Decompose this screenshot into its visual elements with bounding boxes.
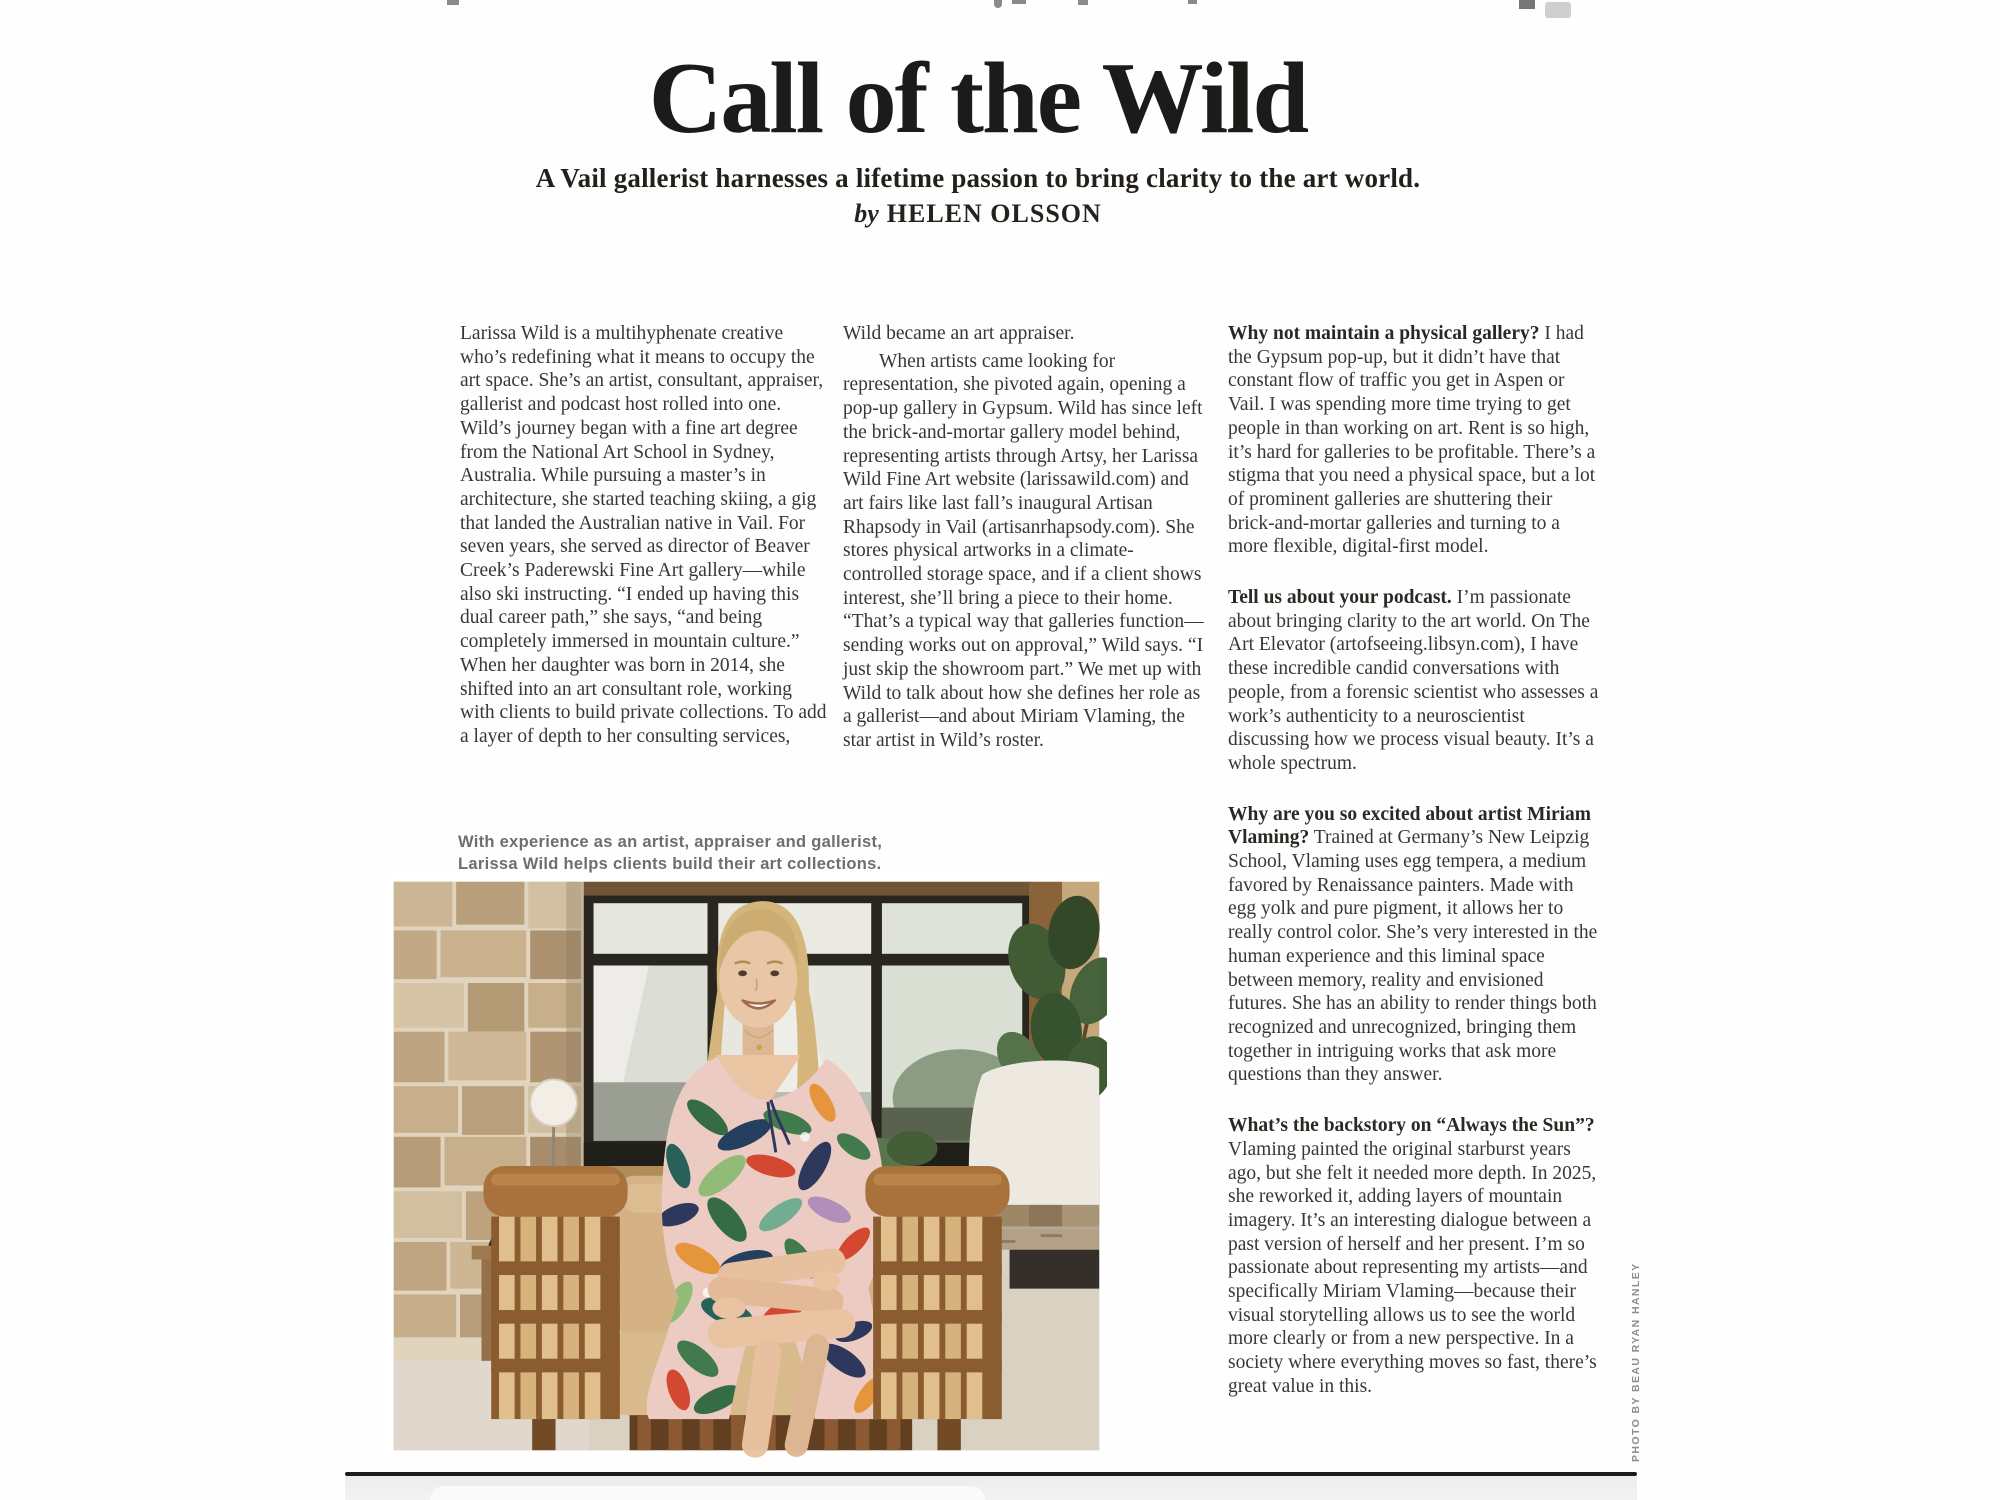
answer-text: Trained at Germany’s New Leipzig School, Vlaming uses egg tempera, a medium favored by Renaissance painters. Made with egg yolk and pure pigment, it allows her to really control color. She’s very interested in the human experience and this liminal space between memory, reality and envisioned futures. She has an ability to render things both recognized and unrecognized, bringing them together in intriguing works that ask more questions than they answer.: [1228, 827, 1598, 1086]
article-column-1: [460, 322, 828, 749]
qa-paragraph: [1228, 803, 1600, 1087]
next-page-sliver-highlight: [430, 1486, 985, 1500]
byline-author: HELEN OLSSON: [886, 199, 1102, 228]
qa-paragraph: [1228, 586, 1600, 776]
question-lead: Why not maintain a physical gallery?: [1228, 323, 1540, 344]
portrait-photo: [386, 874, 1107, 1458]
question-lead: Tell us about your podcast.: [1228, 587, 1452, 609]
photo-caption-line2: Larissa Wild helps clients build their art collections.: [458, 855, 882, 873]
article-column-2: [843, 322, 1207, 753]
qa-paragraph: [1228, 322, 1600, 559]
photo-caption-line1: With experience as an artist, appraiser and gallerist,: [458, 833, 883, 851]
article-subtitle: A Vail gallerist harnesses a lifetime passion to bring clarity to the art world.: [535, 163, 1421, 193]
answer-text: I’m passionate about bringing clarity to the art world. On The Art Elevator (artofseeing.libsyn.com), I have these incredible candid conversations with people, from a forensic scientist who assesses a work’s authenticity to a neuroscientist discussing how we process visual beauty. It’s a whole spectrum.: [1228, 587, 1599, 774]
page-edge-artifact: [447, 0, 459, 5]
photo-credit: PHOTO BY BEAU RYAN HANLEY: [1630, 1262, 1642, 1462]
page-edge-artifact: [1188, 0, 1197, 4]
portrait-photo-illustration: [386, 874, 1107, 1458]
byline: [0, 199, 1956, 229]
question-lead: What’s the backstory on “Always the Sun”?: [1228, 1115, 1595, 1137]
page-edge-artifact: [1519, 0, 1535, 9]
qa-paragraph: [1228, 1114, 1600, 1398]
page-edge-artifact: [1012, 0, 1026, 4]
page-edge-artifact: [1545, 2, 1571, 18]
article-column-3: [1228, 322, 1600, 1399]
paragraph: Wild became an art appraiser.: [843, 323, 1075, 344]
page-edge-artifact: [994, 0, 1002, 8]
answer-text: I had the Gypsum pop-up, but it didn’t have that constant flow of traffic you get in Aspen or Vail. I was spending more time trying to get people in than working on art. Rent is so high, it’s hard for galleries to be profitable. There’s a stigma that you need a physical space, but a lot of prominent galleries are shuttering their brick-and-mortar galleries and turning to a more flexible, digital-first model.: [1228, 323, 1596, 558]
photo-caption: [458, 831, 1018, 875]
byline-prefix: by: [854, 199, 879, 228]
page-edge-artifact: [1078, 0, 1088, 5]
paragraph: Larissa Wild is a multihyphenate creative who’s redefining what it means to occupy the art space. She’s an artist, consultant, appraiser, gallerist and podcast host rolled into one. Wild’s journey began with a fine art degree from the National Art School in Sydney, Australia. While pursuing a master’s in architecture, she started teaching skiing, a gig that landed the Australian native in Vail. For seven years, she served as director of Beaver Creek’s Paderewski Fine Art gallery—while also ski instructing. “I ended up having this dual career path,” she says, “and being completely immersed in mountain culture.” When her daughter was born in 2014, she shifted into an art consultant role, working with clients to build private collections. To add a layer of depth to her consulting services,: [460, 323, 827, 747]
page-title: Call of the Wild: [648, 42, 1308, 155]
paragraph: When artists came looking for representation, she pivoted again, opening a pop-up gallery in Gypsum. Wild has since left the brick-and-mortar gallery model behind, representing artists through Artsy, her Larissa Wild Fine Art website (larissawild.com) and art fairs like last fall’s inaugural Artisan Rhapsody in Vail (artisanrhapsody.com). She stores physical artworks in a climate-controlled storage space, and if a client shows interest, she’ll bring a piece to their home. “That’s a typical way that galleries function—sending works out on approval,” Wild says. “I just skip the showroom part.” We met up with Wild to talk about how she defines her role as a gallerist—and about Miriam Vlaming, the star artist in Wild’s roster.: [843, 350, 1204, 751]
answer-text: Vlaming painted the original starburst years ago, but she felt it needed more depth. In 2025, she reworked it, adding layers of mountain imagery. It’s an interesting dialogue between a past version of herself and her present. I’m so passionate about representing my artists—and specifically Miriam Vlaming—because their visual storytelling allows us to see the world more clearly or from a new perspective. In a society where everything moves so fast, there’s great value in this.: [1228, 1138, 1597, 1397]
question-lead: Why are you so excited about artist Miriam Vlaming?: [1228, 803, 1592, 849]
